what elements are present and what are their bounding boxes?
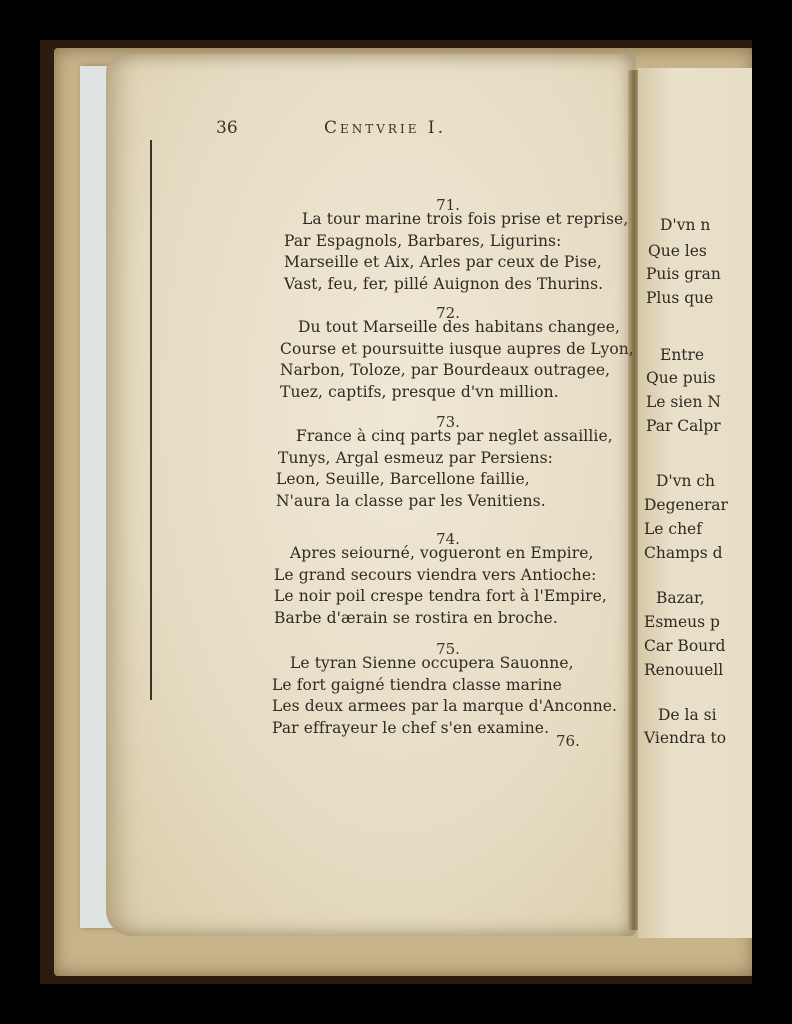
right-page-line: Esmeus p — [644, 613, 720, 631]
stanza-number: 71. — [436, 196, 460, 214]
right-page — [638, 68, 752, 938]
page-number: 36 — [216, 118, 238, 138]
stanza-number: 73. — [436, 413, 460, 431]
verse-line: Tunys, Argal esmeuz par Persiens: — [278, 448, 553, 467]
verse-line: Barbe d'ærain se rostira en broche. — [274, 608, 558, 627]
scan-frame — [40, 40, 752, 984]
right-page-line: D'vn ch — [656, 472, 716, 490]
stanza-number: 74. — [436, 530, 460, 548]
verse-line: N'aura la classe par les Venitiens. — [276, 491, 546, 510]
right-page-line: Le chef — [644, 520, 702, 538]
verse-line: Le fort gaigné tiendra classe marine — [272, 675, 562, 694]
right-page-line: Que puis — [646, 369, 716, 387]
page-header — [216, 118, 546, 144]
stanza-number: 75. — [436, 640, 460, 658]
verse-line: Tuez, captifs, presque d'vn million. — [280, 382, 559, 401]
right-page-line: Que les — [648, 242, 707, 260]
catchword: 76. — [556, 732, 580, 750]
right-page-line: De la si — [658, 706, 717, 724]
verse-line: Marseille et Aix, Arles par ceux de Pise, — [284, 253, 602, 271]
right-page-line: Car Bourd — [644, 637, 726, 655]
page-edge-shadow — [150, 140, 152, 700]
right-page-line: Renouuell — [644, 661, 724, 679]
right-page-line: Bazar, — [656, 589, 705, 607]
verse-line: Apres seiourné, vogueront en Empire, — [290, 544, 594, 562]
right-page-line: Degenerar — [644, 496, 728, 514]
right-page-line: Entre — [660, 346, 705, 364]
right-page-line: Plus que — [646, 289, 714, 307]
right-page-line: D'vn n — [660, 216, 711, 234]
verse-line: Du tout Marseille des habitans changee, — [298, 318, 621, 336]
running-title: Centvrie I. — [324, 118, 446, 138]
right-page-line: Le sien N — [646, 393, 721, 411]
verse-line: Le tyran Sienne occupera Sauonne, — [290, 654, 574, 672]
right-page-line: Puis gran — [646, 265, 721, 283]
verse-line: Course et poursuitte iusque aupres de Lyon, — [280, 339, 634, 358]
right-page-line: Par Calpr — [646, 417, 721, 435]
verse-line: Vast, feu, fer, pillé Auignon des Thurins. — [284, 274, 604, 293]
verse-line: Narbon, Toloze, par Bourdeaux outragee, — [280, 361, 611, 379]
verse-line: Par Espagnols, Barbares, Ligurins: — [284, 231, 562, 250]
verse-line: Les deux armees par la marque d'Anconne. — [272, 697, 618, 715]
verse-line: Leon, Seuille, Barcellone faillie, — [276, 470, 530, 488]
verse-line: Par effrayeur le chef s'en examine. — [272, 718, 550, 737]
right-page-line: Viendra to — [644, 729, 727, 747]
verse-line: Le grand secours viendra vers Antioche: — [274, 565, 597, 584]
stanza-number: 72. — [436, 304, 460, 322]
verse-line: France à cinq parts par neglet assaillie, — [296, 427, 613, 445]
verse-line: La tour marine trois fois prise et reprise, — [302, 210, 629, 228]
verse-line: Le noir poil crespe tendra fort à l'Empire, — [274, 587, 607, 605]
right-page-line: Champs d — [644, 544, 723, 562]
